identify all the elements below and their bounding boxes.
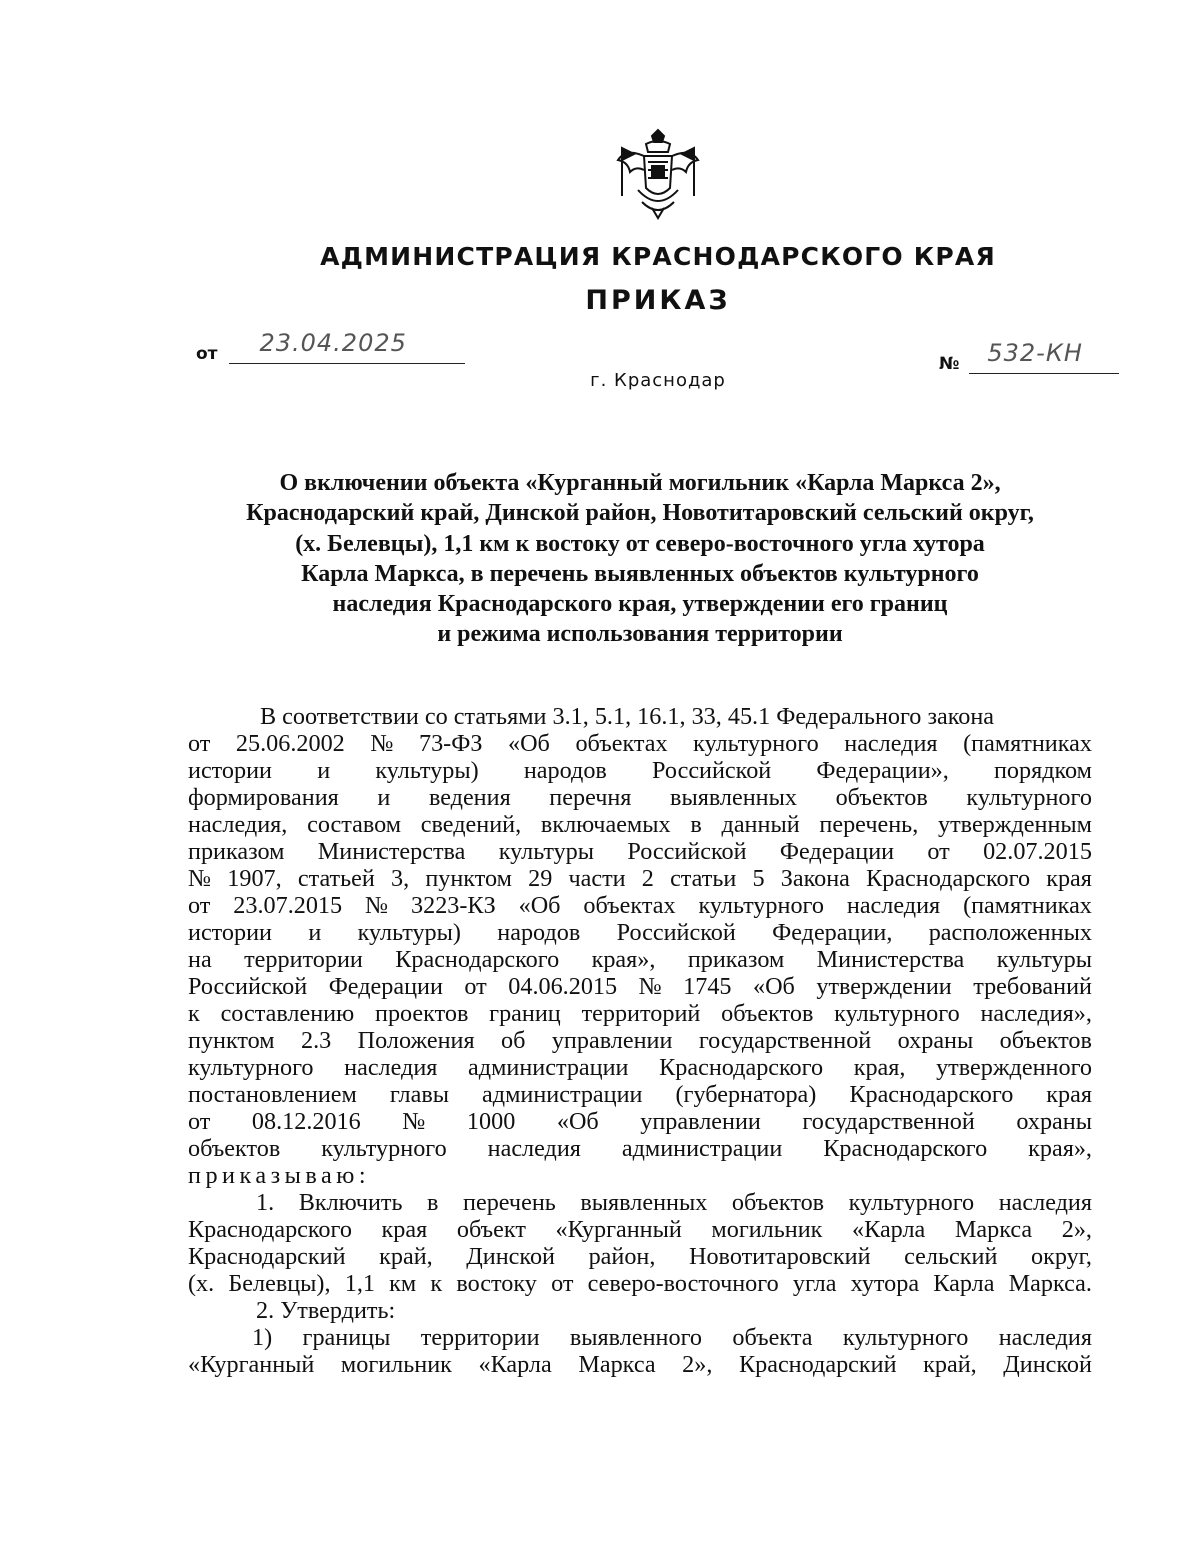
date-underline <box>229 329 465 364</box>
date-field <box>196 329 465 364</box>
body-line: к составлению проектов границ территорий объектов культурного наследия», <box>188 1000 1092 1027</box>
document-body <box>188 703 1092 1378</box>
body-line: культурного наследия администрации Краснодарского края, утвержденного <box>188 1054 1092 1081</box>
body-line: «Курганный могильник «Карла Маркса 2», Краснодарский край, Динской <box>188 1351 1092 1378</box>
title-line: Карла Маркса, в перечень выявленных объектов культурного <box>301 560 979 587</box>
title-line: и режима использования территории <box>437 621 843 648</box>
coat-of-arms-icon <box>608 126 708 222</box>
title-line: (х. Белевцы), 1,1 км к востоку от северо-восточного угла хутора <box>295 530 985 557</box>
body-line: Краснодарского края объект «Курганный могильник «Карла Маркса 2», <box>188 1216 1092 1243</box>
body-line: на территории Краснодарского края», приказом Министерства культуры <box>188 946 1092 973</box>
body-line: формирования и ведения перечня выявленных объектов культурного <box>188 784 1092 811</box>
handwritten-number: 532-КН <box>987 339 1083 367</box>
title-line: О включении объекта «Курганный могильник «Карла Маркса 2», <box>279 470 1001 496</box>
body-line: приказом Министерства культуры Российской Федерации от 02.07.2015 <box>188 838 1092 865</box>
body-line: 1. Включить в перечень выявленных объектов культурного наследия <box>256 1189 1092 1216</box>
body-line: объектов культурного наследия администрации Краснодарского края», <box>188 1135 1092 1162</box>
body-line: от 23.07.2015 № 3223-КЗ «Об объектах культурного наследия (памятниках <box>188 892 1092 919</box>
body-line: пунктом 2.3 Положения об управлении государственной охраны объектов <box>188 1027 1092 1054</box>
handwritten-date: 23.04.2025 <box>259 329 407 357</box>
place-of-issue: г. Краснодар <box>590 370 726 391</box>
body-line: № 1907, статьей 3, пунктом 29 части 2 статьи 5 Закона Краснодарского края <box>188 865 1092 892</box>
document-type: ПРИКАЗ <box>585 285 731 316</box>
body-line: Российской Федерации от 04.06.2015 № 1745 «Об утверждении требований <box>188 973 1092 1000</box>
body-line: 2. Утвердить: <box>256 1297 396 1324</box>
organization-name: АДМИНИСТРАЦИЯ КРАСНОДАРСКОГО КРАЯ <box>320 242 996 271</box>
body-line: В соответствии со статьями 3.1, 5.1, 16.1, 33, 45.1 Федерального закона <box>260 703 995 730</box>
body-line: постановлением главы администрации (губернатора) Краснодарского края <box>188 1081 1092 1108</box>
body-line: истории и культуры) народов Российской Федерации», порядком <box>188 757 1092 784</box>
body-line-order-word: приказываю: <box>188 1162 371 1189</box>
body-line: 1) границы территории выявленного объекта культурного наследия <box>252 1324 1092 1351</box>
document-title <box>180 468 1100 650</box>
title-line: Краснодарский край, Динской район, Новотитаровский сельский округ, <box>246 500 1034 527</box>
title-line: наследия Краснодарского края, утверждении его границ <box>332 591 948 618</box>
date-prefix: от <box>196 344 218 364</box>
body-line: наследия, составом сведений, включаемых в данный перечень, утвержденным <box>188 811 1092 838</box>
body-line: истории и культуры) народов Российской Федерации, расположенных <box>188 919 1092 946</box>
number-prefix: № <box>939 354 960 374</box>
body-line: от 08.12.2016 № 1000 «Об управлении государственной охраны <box>188 1108 1092 1135</box>
body-line: (х. Белевцы), 1,1 км к востоку от северо-восточного угла хутора Карла Маркса. <box>188 1270 1092 1297</box>
body-line: Краснодарский край, Динской район, Новотитаровский сельский округ, <box>188 1243 1092 1270</box>
body-line: от 25.06.2002 № 73-ФЗ «Об объектах культурного наследия (памятниках <box>188 730 1092 757</box>
